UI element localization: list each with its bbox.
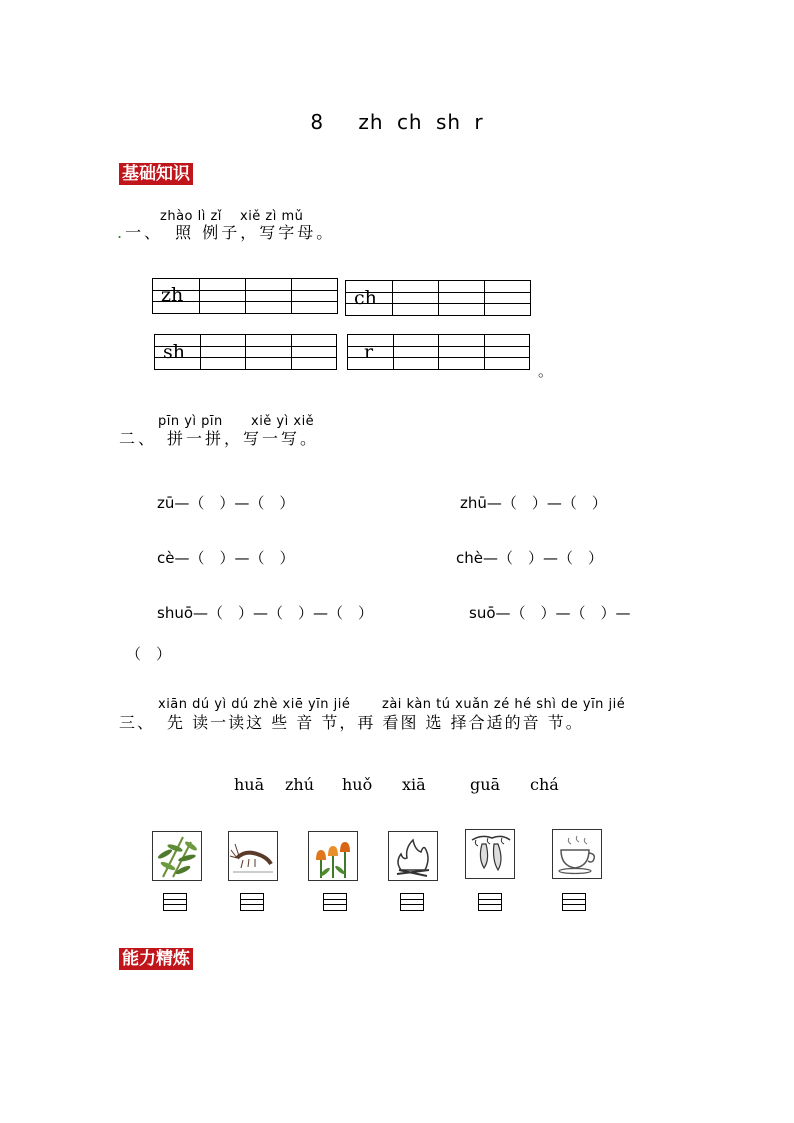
grid-letter-ch: ch <box>354 287 377 309</box>
q1-end-mark: 。 <box>538 362 554 380</box>
syllable: huā <box>234 775 265 794</box>
q1-pinyin-2: xiě zì mǔ <box>240 209 304 224</box>
bullet-dot: . <box>117 223 126 242</box>
writing-grid-ch[interactable] <box>345 280 531 316</box>
writing-grid-r[interactable] <box>347 334 530 370</box>
exercise-item[interactable]: suō—（ ）—（ ）— <box>469 604 631 622</box>
syllable: zhú <box>285 775 315 794</box>
q3-pinyin-1: xiān dú yì dú zhè xiē yīn jié <box>158 697 351 712</box>
q3-number: 三、 <box>119 713 156 732</box>
flower-picture <box>308 831 358 881</box>
exercise-item[interactable]: shuō—（ ）—（ ）—（ ） <box>157 604 374 622</box>
q2-pinyin-2: xiě yì xiě <box>251 414 315 429</box>
exercise-item[interactable]: zū—（ ）—（ ） <box>157 494 295 512</box>
grid-letter-zh: zh <box>161 284 184 306</box>
q2-pinyin-1: pīn yì pīn <box>158 414 223 429</box>
syllable: guā <box>470 775 501 794</box>
q2-number: 二、 <box>119 429 158 448</box>
bamboo-picture <box>152 831 202 881</box>
q1-pinyin-1: zhào lì zǐ <box>160 209 222 224</box>
answer-grid[interactable] <box>400 893 424 911</box>
answer-grid[interactable] <box>478 893 502 911</box>
q3-text: 先 读一读这 些 音 节，再 看图 选 择合适的音 节。 <box>167 713 584 732</box>
q1-text: 照 例子，写字母。 <box>175 223 336 242</box>
answer-grid[interactable] <box>562 893 586 911</box>
section-badge-basic: 基础知识 <box>119 163 193 185</box>
writing-grid-sh[interactable] <box>154 334 337 370</box>
shrimp-picture <box>228 831 278 881</box>
syllable: xiā <box>402 775 426 794</box>
exercise-item-wrap[interactable]: （ ） <box>126 645 172 663</box>
q2-prompt <box>119 426 319 449</box>
answer-grid[interactable] <box>163 893 187 911</box>
page-title: 8 zh ch sh r <box>310 110 484 134</box>
grid-letter-r: r <box>364 341 374 363</box>
exercise-item[interactable]: cè—（ ）—（ ） <box>157 549 295 567</box>
syllable: chá <box>530 775 559 794</box>
tea-picture <box>552 829 602 879</box>
answer-grid[interactable] <box>240 893 264 911</box>
grid-letter-sh: sh <box>163 341 185 363</box>
q1-number: 一、 <box>125 223 164 242</box>
melon-picture <box>465 829 515 879</box>
syllable: huǒ <box>342 775 373 794</box>
section-badge-ability: 能力精炼 <box>119 948 193 970</box>
q3-prompt <box>119 710 584 733</box>
q3-pinyin-2: zài kàn tú xuǎn zé hé shì de yīn jié <box>382 697 626 712</box>
writing-grid-zh[interactable] <box>152 278 338 314</box>
exercise-item[interactable]: zhū—（ ）—（ ） <box>460 494 607 512</box>
exercise-item[interactable]: chè—（ ）—（ ） <box>456 549 603 567</box>
q2-text: 拼一拼，写一写。 <box>167 429 320 448</box>
answer-grid[interactable] <box>323 893 347 911</box>
q1-prompt <box>117 220 335 243</box>
fire-picture <box>388 831 438 881</box>
